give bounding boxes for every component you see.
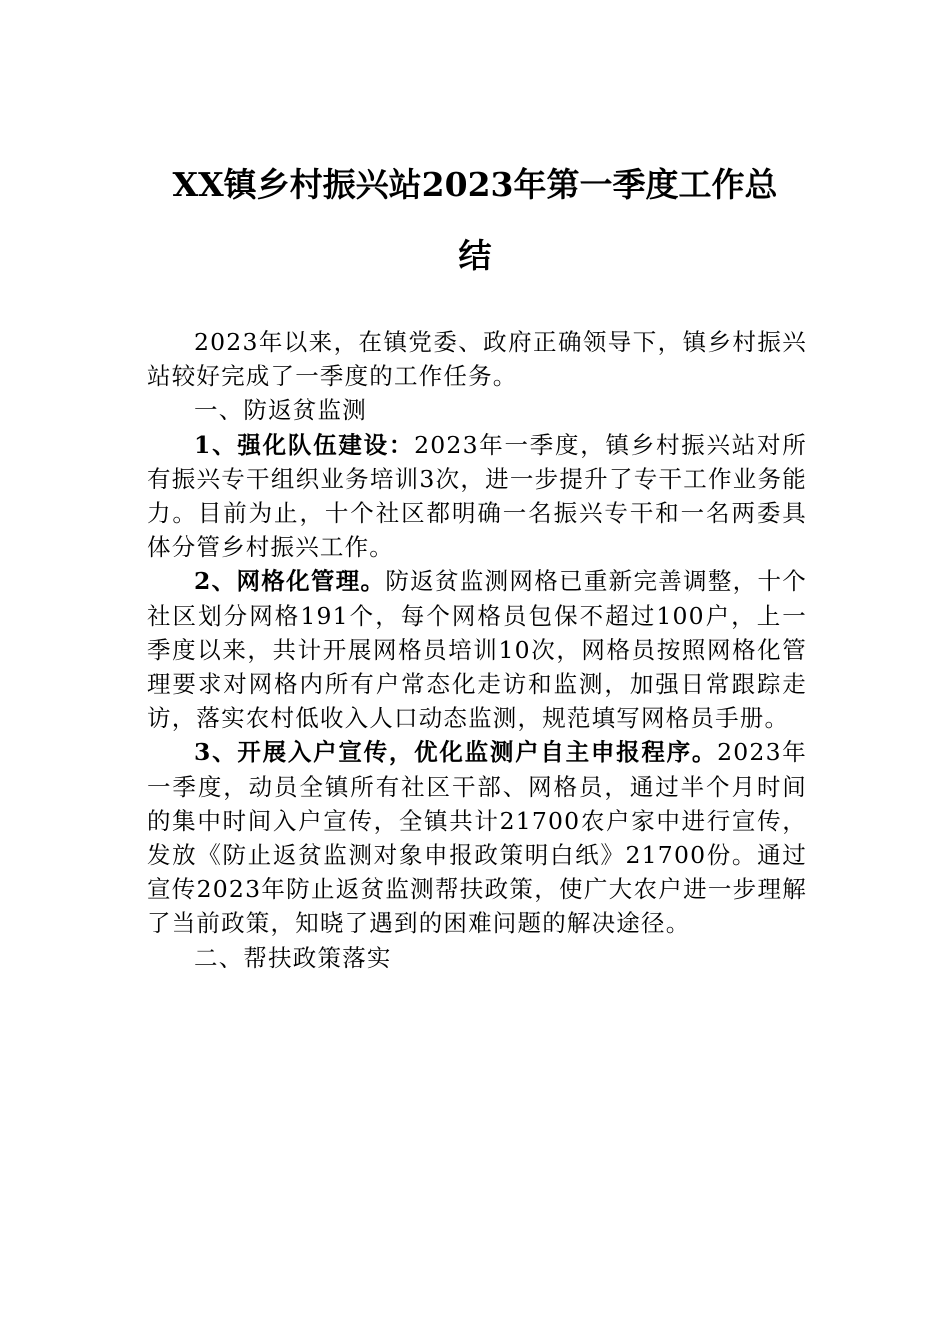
item2-paragraph xyxy=(147,564,807,735)
document-title-line2: 结 xyxy=(458,236,492,275)
section2-heading: 二、帮扶政策落实 xyxy=(194,943,392,972)
item1-lead: 1、强化队伍建设： xyxy=(194,430,415,459)
document-title-line1: XX镇乡村振兴站2023年第一季度工作总 xyxy=(172,165,778,204)
item3-paragraph xyxy=(147,735,807,940)
item3-lead: 3、开展入户宣传，优化监测户自主申报程序。 xyxy=(194,738,718,767)
item2-lead: 2、网格化管理。 xyxy=(194,567,386,596)
document-body xyxy=(147,325,807,975)
intro-paragraph: 2023年以来，在镇党委、政府正确领导下，镇乡村振兴站较好完成了一季度的工作任务。 xyxy=(147,328,807,391)
item2-text: 防返贫监测网格已重新完善调整，十个社区划分网格191个，每个网格员包保不超过100户，上一季度以来，共计开展网格员培训10次，网格员按照网格化管理要求对网格内所有户常态化走访和监测，加强日常跟踪走访，落实农村低收入人口动态监测，规范填写网格员手册。 xyxy=(147,567,808,733)
section1-heading: 一、防返贫监测 xyxy=(194,396,367,425)
item3-text: 2023年一季度，动员全镇所有社区干部、网格员，通过半个月时间的集中时间入户宣传，全镇共计21700农户家中进行宣传，发放《防止返贫监测对象申报政策明白纸》21700份。通过宣传2023年防止返贫监测帮扶政策，使广大农户进一步理解了当前政策，知晓了遇到的困难问题的解决途径。 xyxy=(147,738,807,938)
item1-paragraph xyxy=(147,428,807,565)
item1-text: 2023年一季度，镇乡村振兴站对所有振兴专干组织业务培训3次，进一步提升了专干工作业务能力。目前为止，十个社区都明确一名振兴专干和一名两委具体分管乡村振兴工作。 xyxy=(147,430,807,562)
